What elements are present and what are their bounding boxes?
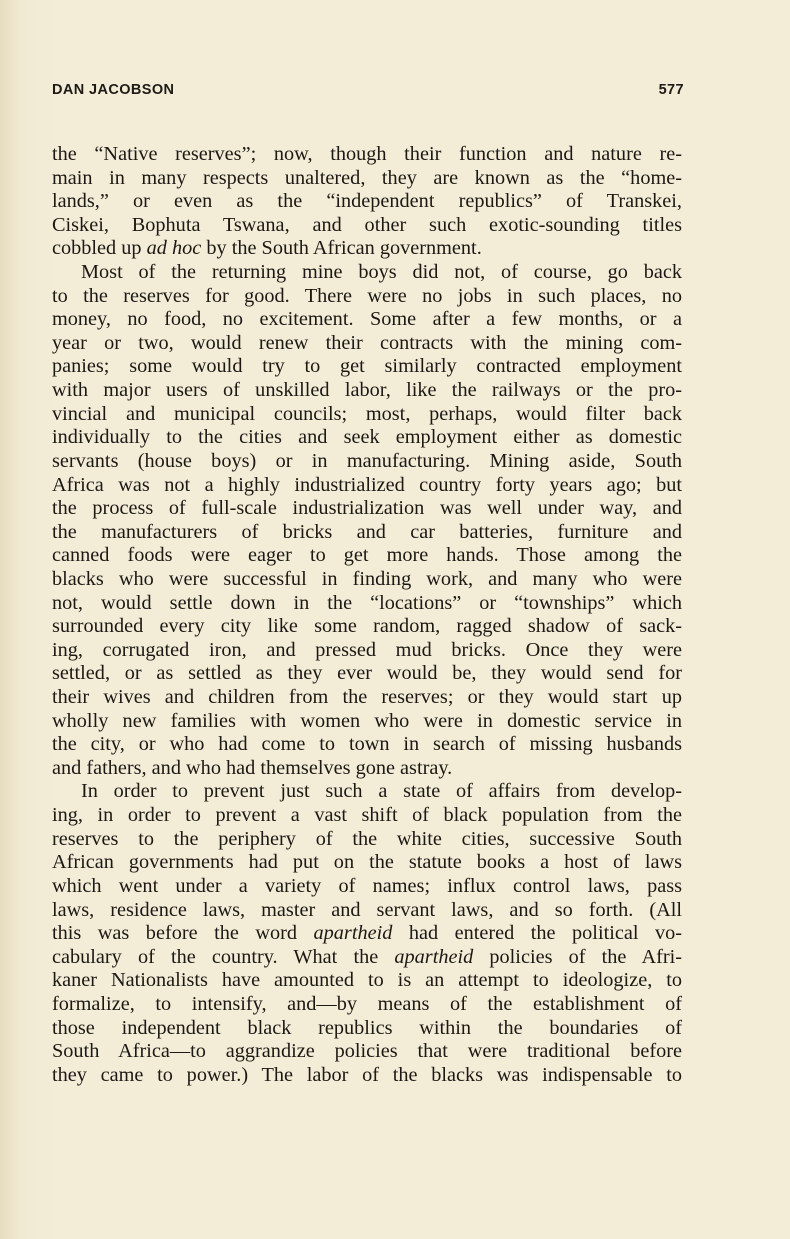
text-line <box>52 993 682 1017</box>
text-segment: to the reserves for good. There were no jobs in such places, no <box>52 284 682 307</box>
text-line <box>52 710 682 734</box>
text-segment: their wives and children from the reserves; or they would start up <box>52 686 682 709</box>
text-line <box>52 544 682 568</box>
text-line <box>52 308 682 332</box>
text-segment: money, no food, no excitement. Some after a few months, or a <box>52 308 682 331</box>
text-line <box>52 922 682 946</box>
text-segment: settled, or as settled as they ever would be, they would send for <box>52 662 682 685</box>
text-segment: year or two, would renew their contracts with the mining com- <box>52 331 682 354</box>
text-segment: the manufacturers of bricks and car batteries, furniture and <box>52 520 682 543</box>
text-segment: panies; some would try to get similarly contracted employment <box>52 355 682 378</box>
page-header <box>52 82 684 102</box>
text-line <box>52 828 682 852</box>
text-segment: vincial and municipal councils; most, perhaps, would filter back <box>52 402 682 425</box>
text-line <box>52 851 682 875</box>
text-segment: not, would settle down in the “locations” or “townships” which <box>52 591 682 614</box>
text-line <box>52 899 682 923</box>
text-segment: and fathers, and who had themselves gone astray. <box>52 756 453 779</box>
text-line <box>52 426 682 450</box>
text-line <box>52 521 682 545</box>
text-segment: this was before the word <box>52 922 314 945</box>
text-segment: African governments had put on the statute books a host of laws <box>52 851 682 874</box>
text-line <box>52 568 682 592</box>
text-segment: by the South African government. <box>201 237 482 260</box>
text-line <box>52 214 682 238</box>
text-segment: cabulary of the country. What the <box>52 945 395 968</box>
text-line <box>52 237 682 261</box>
text-segment: lands,” or even as the “independent republics” of Transkei, <box>52 190 682 213</box>
text-segment: In order to prevent just such a state of affairs from develop- <box>81 780 682 803</box>
text-line <box>52 969 682 993</box>
text-line <box>52 285 682 309</box>
text-segment: which went under a variety of names; influx control laws, pass <box>52 874 682 897</box>
text-segment: individually to the cities and seek employment either as domestic <box>52 426 682 449</box>
text-line <box>52 450 682 474</box>
text-line <box>52 757 682 781</box>
text-line <box>52 946 682 970</box>
italic-term: ad hoc <box>146 237 202 260</box>
text-segment: the “Native reserves”; now, though their function and nature re- <box>52 143 682 165</box>
running-head: DAN JACOBSON <box>52 82 175 98</box>
text-segment: Most of the returning mine boys did not, of course, go back <box>81 261 682 284</box>
text-line <box>52 261 682 285</box>
text-segment: kaner Nationalists have amounted to is an attempt to ideologize, to <box>52 969 682 992</box>
body-text <box>52 143 682 1087</box>
text-line <box>52 875 682 899</box>
page-number: 577 <box>658 82 684 98</box>
text-line <box>52 167 682 191</box>
text-line <box>52 379 682 403</box>
text-line <box>52 143 682 167</box>
text-segment: ing, in order to prevent a vast shift of black population from the <box>52 804 682 827</box>
text-segment: ing, corrugated iron, and pressed mud bricks. Once they were <box>52 638 682 661</box>
text-segment: servants (house boys) or in manufacturing. Mining aside, South <box>52 449 682 472</box>
italic-term: apartheid <box>313 922 393 945</box>
text-line <box>52 1064 682 1088</box>
text-line <box>52 592 682 616</box>
text-segment: those independent black republics within the boundaries of <box>52 1016 682 1039</box>
text-line <box>52 686 682 710</box>
text-line <box>52 662 682 686</box>
text-line <box>52 190 682 214</box>
text-segment: policies of the Afri- <box>473 945 682 968</box>
text-segment: Ciskei, Bophuta Tswana, and other such exotic-sounding titles <box>52 213 682 236</box>
text-line <box>52 355 682 379</box>
text-line <box>52 733 682 757</box>
text-line <box>52 403 682 427</box>
text-segment: wholly new families with women who were in domestic service in <box>52 709 682 732</box>
text-line <box>52 474 682 498</box>
text-segment: Africa was not a highly industrialized country forty years ago; but <box>52 473 682 496</box>
text-line <box>52 1040 682 1064</box>
text-line <box>52 615 682 639</box>
text-segment: canned foods were eager to get more hands. Those among the <box>52 544 682 567</box>
text-segment: South Africa—to aggrandize policies that were traditional before <box>52 1040 682 1063</box>
text-segment: main in many respects unaltered, they are known as the “home- <box>52 166 682 189</box>
text-segment: with major users of unskilled labor, like the railways or the pro- <box>52 379 682 402</box>
text-segment: blacks who were successful in finding work, and many who were <box>52 567 682 590</box>
text-line <box>52 780 682 804</box>
text-line <box>52 497 682 521</box>
text-segment: cobbled up <box>52 237 147 260</box>
text-segment: the process of full-scale industrialization was well under way, and <box>52 497 682 520</box>
text-segment: the city, or who had come to town in search of missing husbands <box>52 733 682 756</box>
text-line <box>52 1017 682 1041</box>
text-segment: formalize, to intensify, and—by means of the establishment of <box>52 992 682 1015</box>
text-segment: laws, residence laws, master and servant laws, and so forth. (All <box>52 898 682 921</box>
text-segment: they came to power.) The labor of the blacks was indispensable to <box>52 1063 682 1086</box>
italic-term: apartheid <box>394 945 474 968</box>
text-segment: surrounded every city like some random, ragged shadow of sack- <box>52 615 682 638</box>
text-line <box>52 639 682 663</box>
text-segment: had entered the political vo- <box>392 922 682 945</box>
text-segment: reserves to the periphery of the white cities, successive South <box>52 827 682 850</box>
text-line <box>52 332 682 356</box>
text-line <box>52 804 682 828</box>
